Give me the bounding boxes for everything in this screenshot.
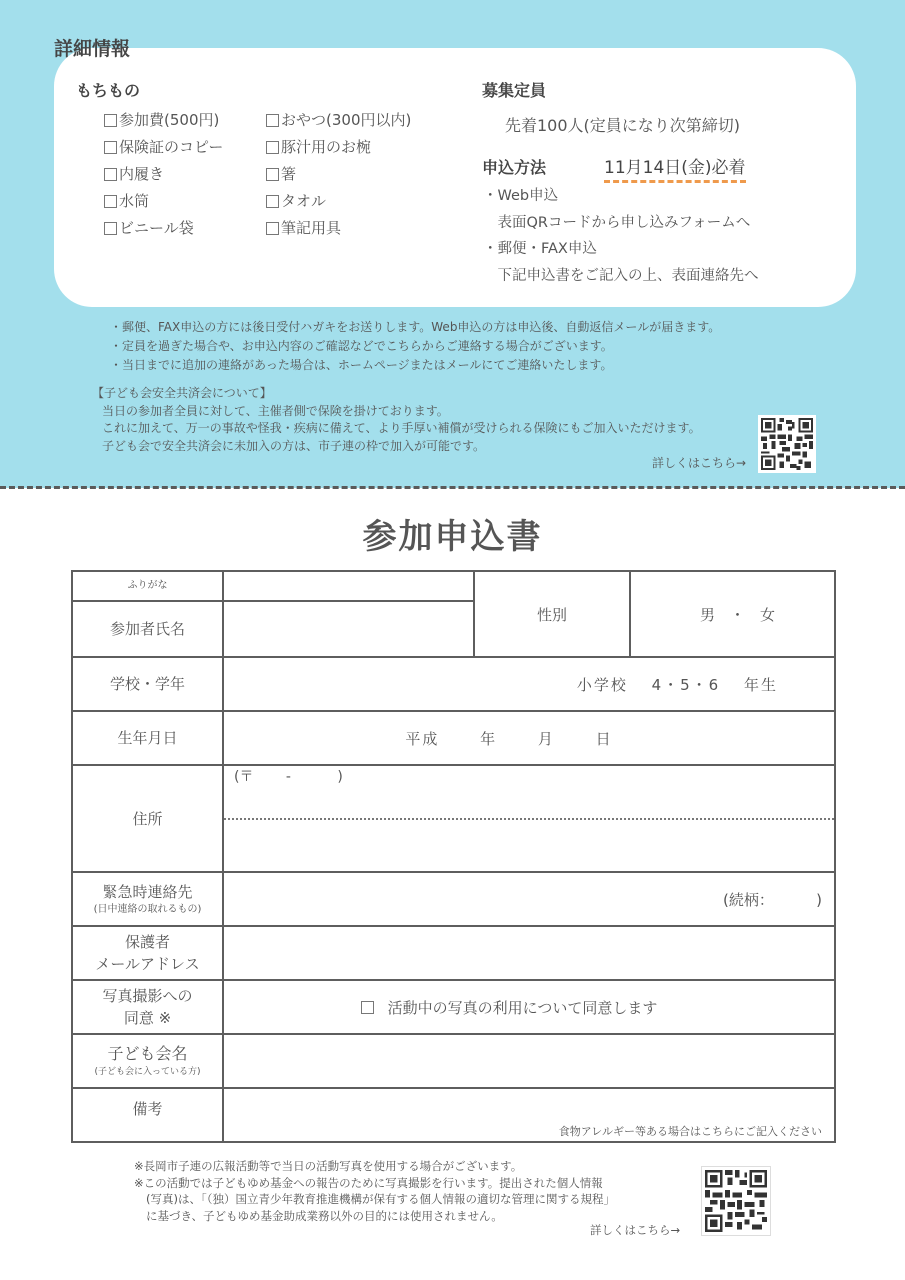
insurance-line: 当日の参加者全員に対して、主催者側で保険を掛けております。 — [102, 403, 449, 418]
application-methods — [483, 183, 759, 289]
insurance-info — [92, 385, 701, 455]
footer-line: ※この活動では子どもゆめ基金への報告のために写真撮影を行います。提出された個人情報 — [134, 1175, 603, 1190]
belongings-item[interactable]: 内履き — [104, 164, 266, 185]
application-line: 表面QRコードから申し込みフォームへ — [483, 214, 751, 231]
note-item: ・郵便、FAX申込の方には後日受付ハガキをお送りします。Web申込の方は申込後、自動返信メールが届きます。 — [110, 320, 721, 334]
birthdate-label: 生年月日 — [72, 711, 223, 765]
footer-qr-code-icon[interactable] — [701, 1166, 771, 1236]
belongings-item[interactable]: 豚汁用のお椀 — [266, 137, 436, 158]
capacity-text: 先着100人(定員になり次第締切) — [505, 116, 741, 135]
postal-code-field[interactable]: (〒 - ) — [234, 769, 343, 785]
checkbox-icon[interactable] — [104, 114, 117, 127]
cut-line-divider — [0, 486, 905, 489]
address-field[interactable] — [223, 765, 835, 872]
application-heading: 申込方法 — [482, 158, 547, 177]
checkbox-icon[interactable] — [104, 222, 117, 235]
furigana-label: ふりがな — [72, 571, 223, 601]
club-name-sublabel: (子ども会に入っている方) — [94, 1067, 201, 1077]
application-line: 下記申込書をご記入の上、表面連絡先へ — [483, 267, 759, 284]
belongings-item[interactable]: 筆記用具 — [266, 218, 436, 239]
notes-list — [110, 318, 720, 375]
photo-consent-label: 写真撮影への 同意 ※ — [72, 980, 223, 1034]
participant-name-label: 参加者氏名 — [72, 601, 223, 657]
guardian-email-label: 保護者 メールアドレス — [72, 926, 223, 980]
insurance-more-link[interactable]: 詳しくはこちら→ — [652, 456, 747, 470]
remarks-label: 備考 — [72, 1088, 223, 1142]
belongings-item[interactable]: タオル — [266, 191, 436, 212]
footer-line: に基づき、子どもゆめ基金助成業務以外の目的には使用されません。 — [146, 1208, 503, 1223]
belongings-item[interactable]: 保険証のコピー — [104, 137, 266, 158]
checkbox-icon[interactable] — [266, 141, 279, 154]
belongings-item[interactable]: 水筒 — [104, 191, 266, 212]
checkbox-icon[interactable] — [266, 114, 279, 127]
guardian-email-field[interactable] — [223, 926, 835, 980]
insurance-line: これに加えて、万一の事故や怪我・疾病に備えて、より手厚い補償が受けられる保険にもご加入いただけます。 — [102, 421, 701, 435]
form-title: 参加申込書 — [362, 517, 543, 557]
application-line: ・Web申込 — [483, 188, 559, 204]
footer-notes — [134, 1158, 615, 1224]
checkbox-icon[interactable] — [266, 195, 279, 208]
checkbox-icon[interactable] — [266, 222, 279, 235]
insurance-heading: 【子ども会安全共済会について】 — [92, 386, 272, 400]
info-section — [0, 0, 905, 488]
insurance-qr-code-icon[interactable] — [758, 415, 816, 473]
footer-line: ※長岡市子連の広報活動等で当日の活動写真を使用する場合がございます。 — [134, 1159, 523, 1173]
belongings-item[interactable]: 箸 — [266, 164, 436, 185]
section-title: 詳細情報 — [54, 38, 131, 60]
photo-consent-checkbox[interactable] — [361, 1001, 374, 1014]
application-line: ・郵便・FAX申込 — [483, 241, 597, 257]
school-grade-field[interactable]: 小学校 4・5・6 年生 — [223, 657, 835, 711]
birthdate-field[interactable]: 平成 年 月 日 — [223, 711, 835, 765]
note-item: ・当日までに追加の連絡があった場合は、ホームページまたはメールにてご連絡いたします。 — [110, 358, 613, 372]
emergency-contact-sublabel: (日中連絡の取れるもの) — [93, 904, 202, 915]
checkbox-icon[interactable] — [266, 168, 279, 181]
emergency-contact-label: 緊急時連絡先 (日中連絡の取れるもの) — [72, 872, 223, 926]
belongings-heading: もちもの — [76, 81, 141, 100]
address-dotted-line — [224, 818, 834, 820]
remarks-field[interactable] — [223, 1088, 835, 1142]
capacity-heading: 募集定員 — [482, 81, 547, 100]
checkbox-icon[interactable] — [104, 141, 117, 154]
emergency-contact-field[interactable]: (続柄： ) — [223, 872, 835, 926]
insurance-line: 子ども会で安全共済会に未加入の方は、市子連の枠で加入が可能です。 — [102, 438, 486, 453]
checkbox-icon[interactable] — [104, 195, 117, 208]
photo-consent-field[interactable]: 活動中の写真の利用について同意します — [223, 980, 835, 1034]
school-grade-label: 学校・学年 — [72, 657, 223, 711]
belongings-item[interactable]: おやつ(300円以内) — [266, 110, 436, 131]
application-form-table — [71, 570, 836, 1143]
belongings-item[interactable]: ビニール袋 — [104, 218, 266, 239]
checkbox-icon[interactable] — [104, 168, 117, 181]
furigana-field[interactable] — [223, 571, 474, 601]
remarks-hint: 食物アレルギー等ある場合はこちらにご記入ください — [558, 1125, 822, 1138]
participant-name-field[interactable] — [223, 601, 474, 657]
gender-choice[interactable]: 男 ・ 女 — [630, 571, 835, 657]
belongings-item[interactable]: 参加費(500円) — [104, 110, 266, 131]
footer-more-link[interactable]: 詳しくはこちら→ — [590, 1223, 681, 1237]
address-label: 住所 — [72, 765, 223, 872]
footer-line: (写真)は、「（独）国立青少年教育推進機構が保有する個人情報の適切な管理に関する規程」 — [146, 1192, 615, 1206]
gender-label: 性別 — [474, 571, 630, 657]
club-name-field[interactable] — [223, 1034, 835, 1088]
belongings-list — [104, 110, 436, 239]
note-item: ・定員を過ぎた場合や、お申込内容のご確認などでこちらからご連絡する場合がございます。 — [110, 339, 613, 353]
deadline-text: 11月14日(金)必着 — [604, 153, 746, 183]
club-name-label: 子ども会名 (子ども会に入っている方) — [72, 1034, 223, 1088]
